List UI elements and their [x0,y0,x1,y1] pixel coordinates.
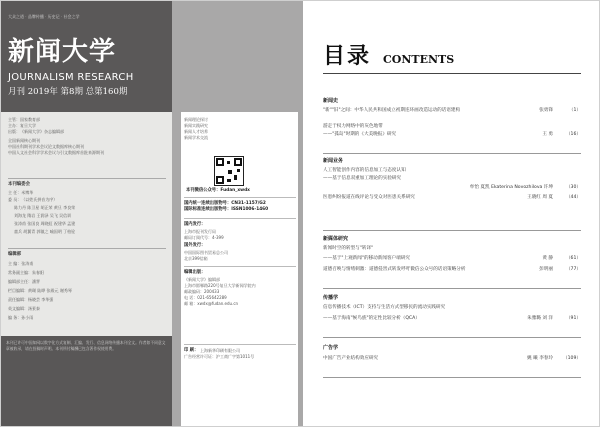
toc-entry-author: 王晓红 周 夏 [527,195,553,200]
toc-section-heading: 新闻史 [323,98,339,104]
toc-section-heading: 传播学 [323,295,339,301]
toc-entry[interactable] [323,266,581,274]
section-rule [323,377,581,378]
distribution-line: 上海市报刊发行局 [184,229,216,234]
toc-section-heading: 新闻业务 [323,158,344,164]
toc-entry[interactable] [323,304,581,312]
committee-heading: 本刊编委会 [8,182,30,187]
distribution-heading: 国内发行： [184,222,206,227]
masthead-banner [0,0,172,112]
toc-entry-title: 人工智能创作内容的信息加工与态度认知 [323,168,406,173]
service-line: 新闻实践研究 [184,123,208,128]
committee-line: 刘海龙 隋岩 王润泽 吴飞 吴信训 [14,213,72,218]
staff-line: 编 务：孙小雨 [8,315,34,320]
toc-entry[interactable] [323,255,581,263]
masthead-line: 主办：复旦大学 [8,123,36,128]
committee-line: 张涛甫 张国良 周晓虹 祝建华 孟建 [14,221,76,226]
copyright-notice-box [0,336,172,427]
toc-section-heading: 广告学 [323,345,339,351]
divider [184,266,296,267]
toc-entry-title: 医患纠纷报道在线评论与受众对医患关系研究 [323,195,415,200]
divider [8,248,166,249]
staff-line: 常务副主编：朱春阳 [8,270,44,275]
toc-entry[interactable] [323,315,581,323]
masthead-line: 主管：国家教育部 [8,117,40,122]
editorial-office-line: 《新闻大学》编辑部 [184,277,220,282]
section-rule [323,230,581,231]
service-line: 新闻人才培养 [184,129,208,134]
tagline: 大众之道 · 品牌传播 · 历史记 · 社会之学 [8,14,80,19]
distribution-line: 邮局订阅代号：4-399 [184,235,224,240]
toc-title-rule [323,73,581,74]
toc-entry-title: ——"孤岛"时期的《大美晚报》研究 [323,132,397,137]
masthead-line: 中国人文社会科学学术会议与引文数据库首批来源期刊 [8,150,104,155]
toc-entry[interactable] [323,107,581,115]
journal-title-en: JOURNALISM RESEARCH [8,72,134,83]
copyright-notice: 本刊已许可中国知网以数字化方式复制、汇编、发行、信息网络传播本刊全文。作者如不同意文章被收录，请在投稿时声明。本刊所付稿酬已包含著作权使用费。 [6,340,166,351]
issue-number: 月刊 2019年 第8期 总第160期 [8,87,128,97]
toc-entry-page: （77） [565,267,581,272]
toc-entry-author: 彭明丽 [539,267,553,272]
toc-entry-author: 黄 静 [542,256,553,261]
qr-code[interactable] [214,156,244,186]
committee-line: 委 员：（以姓氏拼音为序） [8,197,58,202]
staff-line: 英文编辑：汤景泰 [8,306,40,311]
toc-title-cn: 目录 [323,43,372,69]
editorial-staff-heading: 编辑部 [8,252,22,257]
toc-entry-author: 王 勇 [542,132,553,137]
masthead-line: 中国社科期刊学术会议论文数据库核心期刊 [8,144,84,149]
toc-entry[interactable] [323,167,581,175]
toc-entry-page: （91） [565,316,581,321]
issn-intl: 国际标准连续出版物号：ISSN1006-1460 [184,207,269,212]
toc-entry-title: 中国广告产业结构效应研究 [323,356,379,361]
distribution-line: 北京399信箱 [184,256,208,261]
toc-entry[interactable] [323,175,581,183]
printer-line: 广告经营许可证：沪工商广字第1011号 [184,354,255,359]
editorial-office-line: 邮政编码：200433 [184,289,220,294]
toc-entry-title: ——基于"上观新闻"的移动新闻客户端研究 [323,256,410,261]
distribution-line: 国外发行： [184,243,206,248]
toc-entry-title: 新闻时空的转型与"转译" [323,246,374,251]
toc-entry[interactable] [323,245,581,253]
section-rule [323,153,581,154]
toc-entry-title: ——基于海南"候鸟族"的定性比较分析（QCA） [323,316,420,321]
toc-entry-title: "新""旧"之间：中华人民共和国成立初期连环画改造运动的话语建构 [323,108,461,113]
service-line: 新闻理论探讨 [184,117,208,122]
section-rule [323,337,581,338]
divider [184,197,296,198]
divider [8,178,166,179]
committee-line: 陈力丹 陈卫星 胡正荣 黄旦 李良荣 [14,205,76,210]
masthead-line: 出版：《新闻大学》杂志编辑部 [8,129,64,134]
committee-line: 童兵 胡翼青 郭镇之 喻国明 丁柏铨 [14,229,76,234]
editorial-email[interactable]: 邮 箱：xwdx@fudan.edu.cn [184,301,239,306]
toc-entry-page: （16） [565,132,581,137]
toc-entry[interactable] [323,184,581,192]
toc-entry[interactable] [323,131,581,139]
staff-line: 编辑部主任：潘霁 [8,279,40,284]
editorial-office-line: 电 话：021-65642289 [184,295,227,300]
toc-entry-page: （30） [565,185,581,190]
toc-entry-author: 朱雅璐 刘 洋 [527,316,553,321]
divider [184,344,296,345]
staff-line: 主 编：张涛甫 [8,261,34,266]
toc-entry-title: 信息传播技术（ICT）支持与生活方式型移民的流动实践研究 [323,305,446,310]
distribution-line: 中国国际图书贸易总公司 [184,250,228,255]
toc-entry-author: 姚 曦 李春玲 [527,356,553,361]
printer-heading: 印 刷： [184,348,199,353]
editorial-office-heading: 编辑出版： [184,270,206,275]
toc-entry-title: 游走于权力网络中的灰色地带 [323,124,383,129]
toc-section-heading: 新媒体研究 [323,236,349,242]
toc-entry-author: 牟怡 夏凯 Ekaterina Novozhilova 许坤 [469,185,553,190]
toc-entry-title: ——基于信息双重加工理论的实验研究 [323,176,402,181]
masthead-line: 全国新闻核心期刊 [8,138,40,143]
journal-title-cn: 新闻大学 [8,37,117,67]
committee-line: 主 任：米博华 [8,190,34,195]
toc-entry-page: （61） [565,256,581,261]
toc-entry[interactable] [323,355,581,363]
qr-caption: 本刊微信公众号：Fudan_xwdx [186,188,250,193]
issn-cn: 国内统一连续出版物号：CN31-1157/G2 [184,201,266,206]
toc-entry-page: （44） [565,195,581,200]
divider [184,218,296,219]
toc-entry-author: 张勇锋 [539,108,553,113]
staff-line: 栏目编辑：黄瑚 陆晔 张殿元 谢秀琴 [8,288,72,293]
toc-entry[interactable] [323,194,581,202]
toc-title-en: CONTENTS [383,53,455,66]
toc-entry-page: （1） [568,108,581,113]
service-line: 新闻学术交流 [184,135,208,140]
toc-entry[interactable] [323,123,581,131]
section-rule [323,288,581,289]
toc-entry-title: 道德召唤与情绪刺激：道德侵害式转发呼吁微信公众号的话语策略分析 [323,267,466,272]
toc-entry-page: （109） [563,356,581,361]
printer-line: 上海新华印刷有限公司 [200,348,240,353]
staff-line: 责任编辑：杨晓芸 李华强 [8,297,54,302]
editorial-office-line: 上海市邯郸路220号复旦大学新闻学院内 [184,283,256,288]
